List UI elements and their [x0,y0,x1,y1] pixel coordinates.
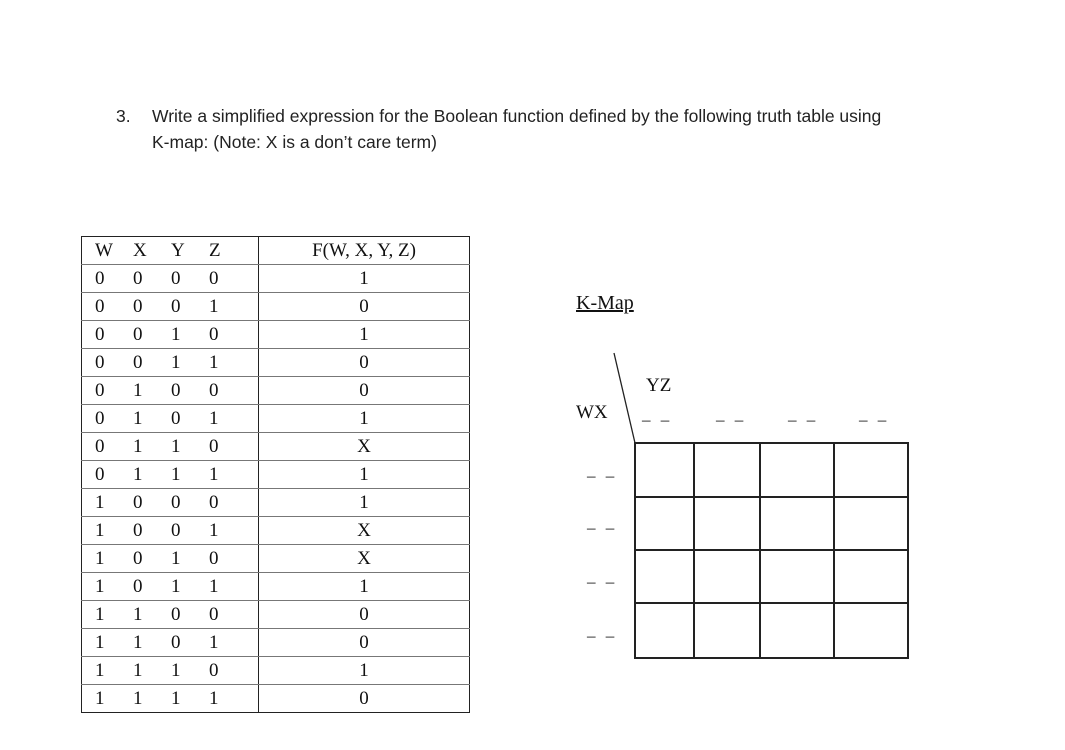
kmap-cell[interactable] [760,550,834,603]
input-bits-cell [82,377,259,405]
bit-value: 0 [209,548,219,569]
bit-value: 1 [95,688,105,709]
bit-value: 1 [95,520,105,541]
output-value: 1 [259,489,470,517]
bit-value: 1 [133,604,143,625]
input-bits-cell [82,573,259,601]
output-value: 1 [259,405,470,433]
output-value: X [259,517,470,545]
yz-label: YZ [646,375,672,396]
bit-value: 1 [95,604,105,625]
kmap-cell[interactable] [635,550,694,603]
output-header: F(W, X, Y, Z) [259,237,470,265]
kmap-col-header: – – [859,410,890,429]
bit-value: 1 [171,660,181,681]
kmap-cell[interactable] [834,550,908,603]
kmap-cell[interactable] [635,443,694,497]
input-bits-cell [82,321,259,349]
kmap-row-header: – – [587,466,618,485]
input-bits-cell [82,629,259,657]
bit-value: 1 [171,352,181,373]
bit-value: 0 [95,296,105,317]
output-value: 1 [259,461,470,489]
input-bits-cell [82,349,259,377]
bit-value: 0 [133,268,143,289]
output-value: 0 [259,349,470,377]
bit-value: 0 [95,352,105,373]
bit-value: 1 [171,324,181,345]
output-value: 1 [259,265,470,293]
kmap-row-header: – – [587,572,618,591]
output-value: 1 [259,321,470,349]
bit-value: 0 [95,380,105,401]
bit-value: 1 [171,576,181,597]
truth-table-row [82,321,470,349]
bit-value: 0 [171,632,181,653]
output-value: X [259,545,470,573]
truth-table-row [82,629,470,657]
output-value: 0 [259,293,470,321]
kmap-cell[interactable] [834,497,908,550]
bit-value: 0 [209,380,219,401]
bit-value: 1 [95,632,105,653]
bit-value: 1 [209,520,219,541]
bit-value: 0 [209,660,219,681]
bit-value: 0 [171,380,181,401]
bit-value: 1 [133,660,143,681]
question-text [152,103,1032,155]
bit-value: 1 [133,380,143,401]
kmap-cell[interactable] [760,603,834,658]
truth-table-row [82,545,470,573]
truth-table-row [82,433,470,461]
bit-value: 1 [133,408,143,429]
kmap-cell[interactable] [834,443,908,497]
kmap-row-header: – – [587,518,618,537]
kmap-cell[interactable] [760,497,834,550]
kmap-cell[interactable] [694,443,760,497]
bit-value: 1 [95,492,105,513]
kmap-cell[interactable] [635,603,694,658]
bit-value: 0 [171,520,181,541]
kmap-cell[interactable] [635,497,694,550]
input-bits-cell [82,517,259,545]
bit-value: 1 [209,688,219,709]
kmap-row-header: – – [587,626,618,645]
bit-value: 1 [209,576,219,597]
bit-value: 0 [133,520,143,541]
bit-value: 0 [95,324,105,345]
bit-value: 0 [95,464,105,485]
bit-value: 0 [171,268,181,289]
bit-value: 0 [133,492,143,513]
truth-table-row [82,377,470,405]
bit-value: 0 [209,436,219,457]
output-value: 0 [259,377,470,405]
output-value: 1 [259,657,470,685]
input-bits-cell [82,489,259,517]
bit-value: 1 [209,352,219,373]
bit-value: 1 [171,548,181,569]
input-bits-cell [82,293,259,321]
truth-table-row [82,517,470,545]
truth-table-row [82,657,470,685]
truth-table [81,236,470,713]
question-number: 3. [116,106,131,126]
bit-value: 0 [95,408,105,429]
truth-table-row [82,573,470,601]
kmap-cell[interactable] [834,603,908,658]
input-bits-cell [82,545,259,573]
bit-value: 0 [209,604,219,625]
bit-value: 1 [133,688,143,709]
truth-table-row [82,265,470,293]
bit-value: 0 [133,352,143,373]
var-header: Z [209,240,221,261]
truth-table-row [82,349,470,377]
bit-value: 1 [209,296,219,317]
input-bits-cell [82,685,259,713]
truth-table-row [82,405,470,433]
var-header: X [133,240,147,261]
bit-value: 1 [209,408,219,429]
bit-value: 0 [171,492,181,513]
input-bits-cell [82,265,259,293]
bit-value: 0 [209,492,219,513]
bit-value: 1 [95,548,105,569]
kmap-title: K-Map [576,292,634,314]
truth-table-row [82,489,470,517]
output-value: 1 [259,573,470,601]
input-vars-header [82,237,259,265]
kmap-col-header: – – [642,410,673,429]
bit-value: 0 [133,324,143,345]
input-bits-cell [82,433,259,461]
input-bits-cell [82,657,259,685]
bit-value: 1 [209,464,219,485]
bit-value: 0 [95,268,105,289]
kmap-cell[interactable] [694,550,760,603]
output-value: X [259,433,470,461]
bit-value: 0 [171,408,181,429]
kmap-cell[interactable] [694,497,760,550]
output-value: 0 [259,601,470,629]
bit-value: 1 [133,464,143,485]
input-bits-cell [82,405,259,433]
bit-value: 0 [133,548,143,569]
truth-table-row [82,461,470,489]
kmap-cell[interactable] [694,603,760,658]
wx-label: WX [576,402,608,423]
kmap-col-header: – – [788,410,819,429]
bit-value: 0 [133,576,143,597]
bit-value: 0 [95,436,105,457]
bit-value: 1 [133,632,143,653]
question-line-1: Write a simplified expression for the Boolean function defined by the following truth table using [152,106,882,126]
truth-table-row [82,685,470,713]
bit-value: 0 [209,324,219,345]
input-bits-cell [82,461,259,489]
bit-value: 1 [133,436,143,457]
output-value: 0 [259,685,470,713]
bit-value: 1 [209,632,219,653]
var-header: Y [171,240,185,261]
truth-table-row [82,601,470,629]
bit-value: 1 [171,688,181,709]
bit-value: 1 [95,576,105,597]
kmap-col-header: – – [716,410,747,429]
output-value: 0 [259,629,470,657]
bit-value: 0 [171,296,181,317]
var-header: W [95,240,113,261]
truth-table-header-row [82,237,470,265]
bit-value: 0 [171,604,181,625]
truth-table-row [82,293,470,321]
bit-value: 0 [133,296,143,317]
bit-value: 0 [209,268,219,289]
kmap-cell[interactable] [760,443,834,497]
bit-value: 1 [171,464,181,485]
bit-value: 1 [171,436,181,457]
input-bits-cell [82,601,259,629]
bit-value: 1 [95,660,105,681]
kmap-grid [634,442,909,659]
question-line-2: K-map: (Note: X is a don’t care term) [152,132,437,152]
